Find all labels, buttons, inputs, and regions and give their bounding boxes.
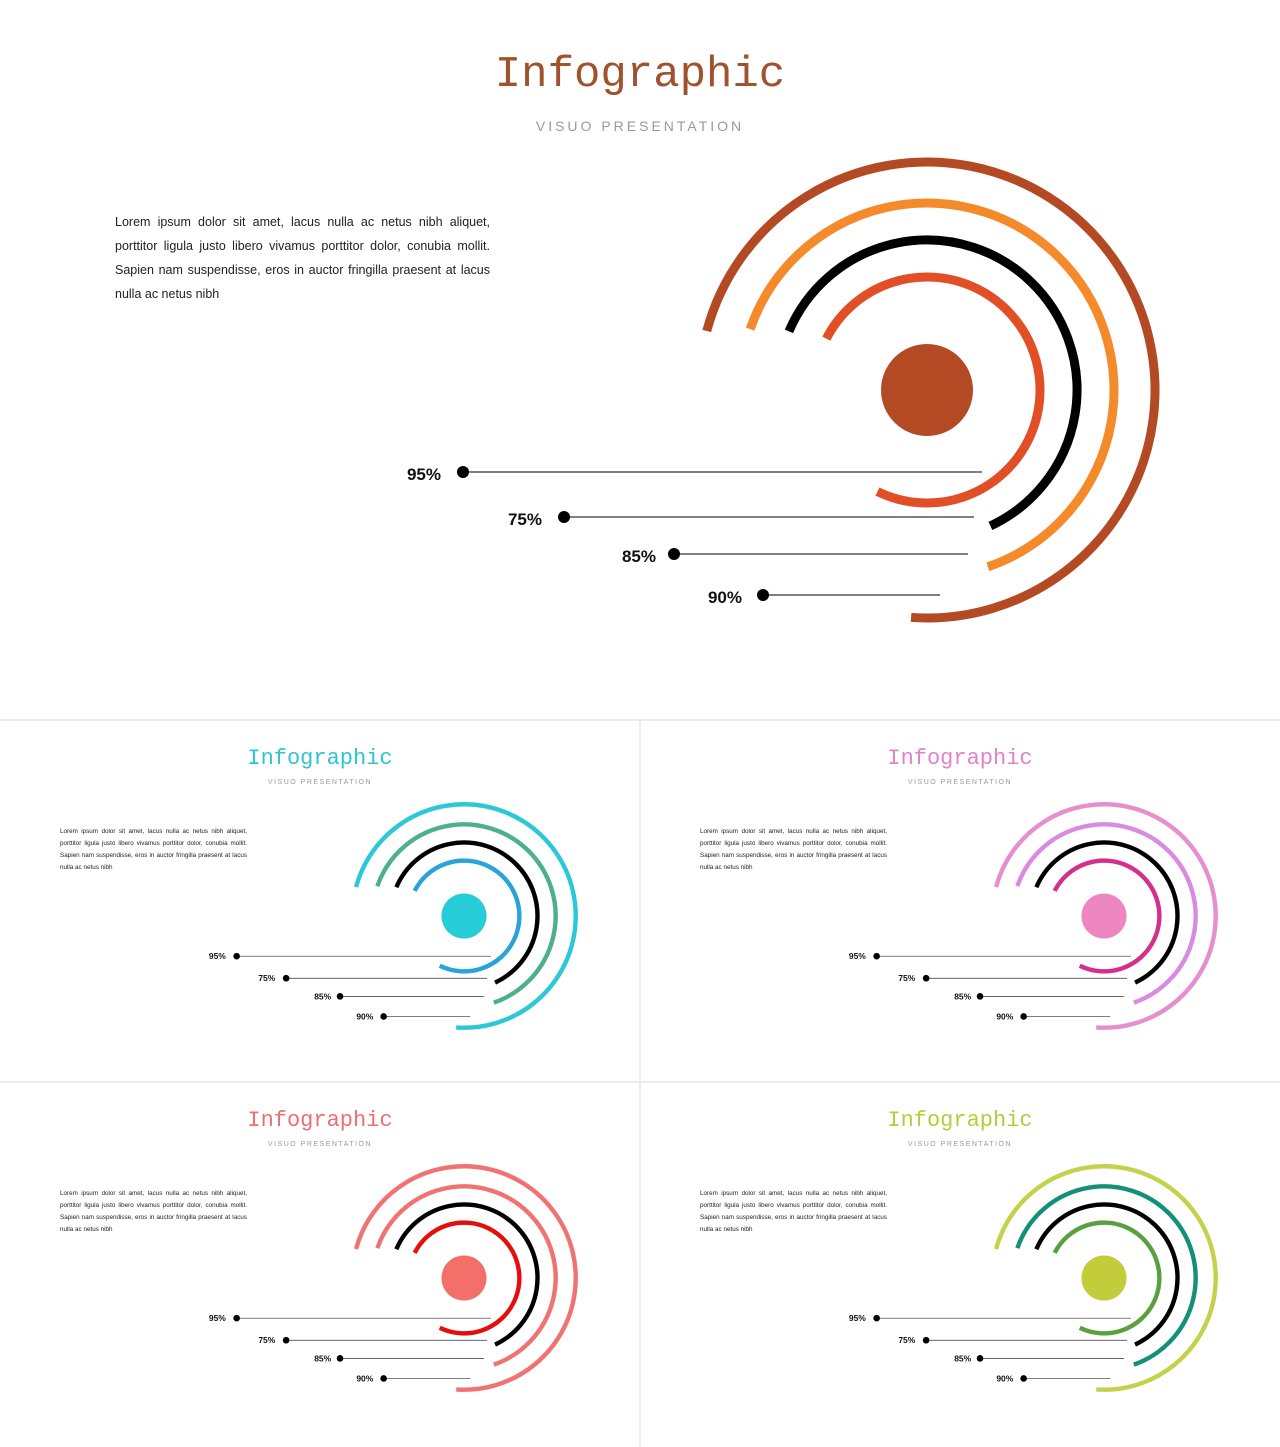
slide-main[interactable] (2, 2, 1278, 718)
percent-label: 90% (356, 1011, 374, 1022)
leader-dot (977, 993, 984, 1000)
slide-title: Infographic (247, 746, 393, 771)
percent-label: 90% (707, 588, 742, 607)
slide-title: Infographic (887, 746, 1033, 771)
leader-dot (380, 1013, 387, 1020)
slide-subtitle: VISUO PRESENTATION (907, 1141, 1013, 1148)
slide-pink[interactable] (642, 722, 1278, 1080)
percent-label: 75% (258, 973, 276, 984)
slide-subtitle: VISUO PRESENTATION (535, 118, 745, 134)
leader-dot (283, 1337, 290, 1344)
percent-label: 75% (258, 1335, 276, 1346)
percent-label: 95% (208, 1313, 226, 1324)
slide-title: Infographic (247, 1108, 393, 1133)
percent-label: 90% (996, 1373, 1014, 1384)
percent-label: 85% (954, 991, 972, 1002)
leader-dot (233, 1315, 240, 1322)
leader-dot (668, 548, 680, 560)
concentric-arcs-diagram (642, 1084, 1278, 1444)
slide-green[interactable] (642, 1084, 1278, 1444)
percent-label: 75% (898, 973, 916, 984)
body-paragraph: Lorem ipsum dolor sit amet, lacus nulla ac netus nibh aliquet, porttitor ligula justo libero vivamus porttitor dolor, conubia mollit. Sapien nam suspendisse, eros in auctor fringilla praesent at lacus nulla ac netus nibh (60, 1190, 247, 1233)
percent-label: 95% (848, 1313, 866, 1324)
center-circle (1081, 1255, 1126, 1300)
body-paragraph: Lorem ipsum dolor sit amet, lacus nulla ac netus nibh aliquet, porttitor ligula justo libero vivamus porttitor dolor, conubia mollit. Sapien nam suspendisse, eros in auctor fringilla praesent at lacus nulla ac netus nibh (700, 1190, 887, 1233)
center-circle (1081, 893, 1126, 938)
percent-label: 95% (848, 951, 866, 962)
concentric-arcs-diagram (642, 722, 1278, 1080)
leader-dot (873, 1315, 880, 1322)
percent-label: 90% (356, 1373, 374, 1384)
leader-dot (923, 1337, 930, 1344)
leader-dot (233, 953, 240, 960)
leader-dot (283, 975, 290, 982)
slide-cyan[interactable] (2, 722, 638, 1080)
slide-divider (639, 720, 641, 1447)
leader-dot (457, 466, 469, 478)
percent-label: 75% (507, 510, 542, 529)
leader-dot (337, 1355, 344, 1362)
slide-subtitle: VISUO PRESENTATION (267, 779, 373, 786)
leader-dot (757, 589, 769, 601)
percent-label: 95% (406, 465, 441, 484)
slide-subtitle: VISUO PRESENTATION (907, 779, 1013, 786)
center-circle (441, 1255, 486, 1300)
concentric-arcs-diagram (2, 722, 638, 1080)
center-circle (881, 344, 973, 436)
leader-dot (1020, 1013, 1027, 1020)
percent-label: 75% (898, 1335, 916, 1346)
leader-dot (873, 953, 880, 960)
slide-red[interactable] (2, 1084, 638, 1444)
percent-label: 85% (314, 991, 332, 1002)
leader-dot (380, 1375, 387, 1382)
slide-subtitle: VISUO PRESENTATION (267, 1141, 373, 1148)
slide-title: Infographic (494, 50, 786, 100)
concentric-arcs-diagram (2, 2, 1278, 718)
concentric-arcs-diagram (2, 1084, 638, 1444)
body-paragraph: Lorem ipsum dolor sit amet, lacus nulla ac netus nibh aliquet, porttitor ligula justo libero vivamus porttitor dolor, conubia mollit. Sapien nam suspendisse, eros in auctor fringilla praesent at lacus nulla ac netus nibh (700, 828, 887, 871)
percent-label: 85% (314, 1353, 332, 1364)
leader-dot (337, 993, 344, 1000)
percent-label: 90% (996, 1011, 1014, 1022)
percent-label: 85% (954, 1353, 972, 1364)
leader-dot (923, 975, 930, 982)
slide-title: Infographic (887, 1108, 1033, 1133)
leader-dot (1020, 1375, 1027, 1382)
body-paragraph: Lorem ipsum dolor sit amet, lacus nulla ac netus nibh aliquet, porttitor ligula justo libero vivamus porttitor dolor, conubia mollit. Sapien nam suspendisse, eros in auctor fringilla praesent at lacus nulla ac netus nibh (115, 215, 490, 301)
percent-label: 95% (208, 951, 226, 962)
leader-dot (558, 511, 570, 523)
body-paragraph: Lorem ipsum dolor sit amet, lacus nulla ac netus nibh aliquet, porttitor ligula justo libero vivamus porttitor dolor, conubia mollit. Sapien nam suspendisse, eros in auctor fringilla praesent at lacus nulla ac netus nibh (60, 828, 247, 871)
center-circle (441, 893, 486, 938)
percent-label: 85% (621, 547, 656, 566)
leader-dot (977, 1355, 984, 1362)
